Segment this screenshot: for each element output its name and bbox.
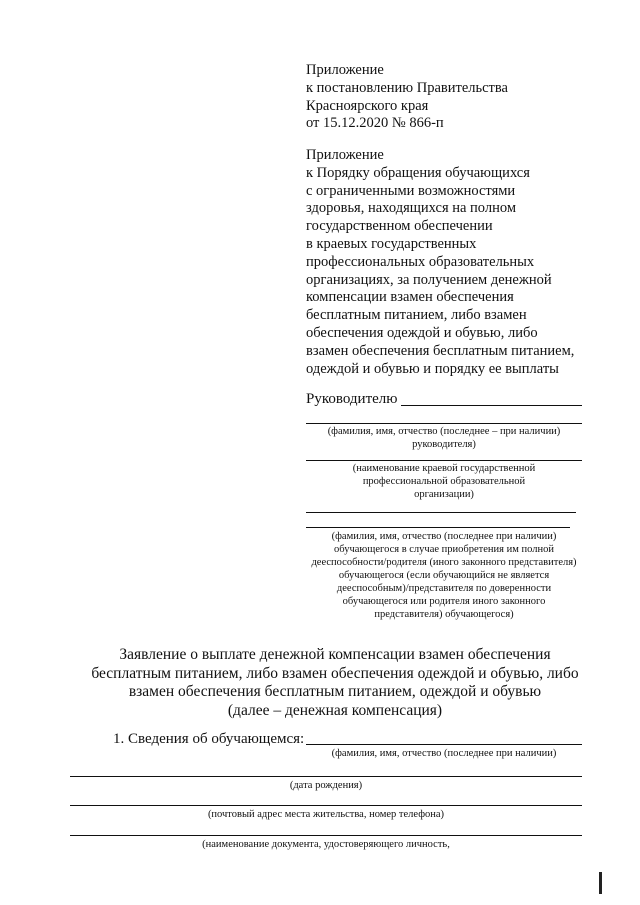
applicant-field[interactable] bbox=[306, 512, 576, 513]
id-document-caption: (наименование документа, удостоверяющего личность, bbox=[202, 839, 450, 850]
addressee-head-field-line2[interactable] bbox=[306, 423, 582, 424]
caption-line: обучающегося или родителя иного законного bbox=[342, 596, 546, 607]
caption-line: представителя) обучающегося) bbox=[374, 609, 514, 620]
appendix-order-line: с ограниченными возможностями bbox=[306, 182, 516, 199]
appendix-header bbox=[306, 62, 508, 133]
caption-line: организации) bbox=[414, 489, 474, 500]
address-field[interactable] bbox=[70, 805, 582, 806]
appendix-line: Красноярского края bbox=[306, 97, 429, 114]
caption-line: дееспособным)/представителя по доверенности bbox=[336, 583, 552, 594]
head-name-caption bbox=[306, 425, 582, 451]
title-line: Заявление о выплате денежной компенсации взамен обеспечения bbox=[119, 646, 551, 663]
id-document-field[interactable] bbox=[70, 835, 582, 836]
appendix-line: Приложение bbox=[306, 62, 384, 78]
caption-line: руководителя) bbox=[412, 439, 476, 450]
appendix-order-line: компенсации взамен обеспечения bbox=[306, 289, 514, 306]
caption-line: (фамилия, имя, отчество (последнее – при наличии) bbox=[327, 426, 561, 437]
organization-field[interactable] bbox=[306, 460, 582, 461]
document-title bbox=[70, 646, 600, 720]
organization-caption bbox=[306, 462, 582, 501]
appendix-order-line: взамен обеспечения бесплатным питанием, bbox=[306, 342, 575, 359]
applicant-caption bbox=[306, 530, 582, 621]
appendix-order-line: в краевых государственных bbox=[306, 235, 477, 252]
caption-line: обучающегося (если обучающийся не является bbox=[338, 570, 550, 581]
birth-date-caption: (дата рождения) bbox=[289, 780, 363, 791]
caption-line: дееспособности/родителя (иного законного представителя) bbox=[311, 557, 577, 568]
section-1-label: 1. Сведения об обучающемся: bbox=[113, 731, 305, 747]
title-line: бесплатным питанием, либо взамен обеспечения одеждой и обувью, либо bbox=[91, 664, 579, 682]
address-caption: (почтовый адрес места жительства, номер телефона) bbox=[207, 809, 445, 820]
appendix-order-header bbox=[306, 147, 574, 378]
appendix-order-line: обеспечения одеждой и обувью, либо bbox=[306, 324, 538, 341]
addressee-head-field[interactable] bbox=[401, 405, 582, 406]
title-line: (далее – денежная компенсация) bbox=[227, 701, 443, 719]
title-line: взамен обеспечения бесплатным питанием, одеждой и обувью bbox=[128, 683, 542, 700]
caption-line: обучающегося в случае приобретения им полной bbox=[334, 544, 554, 555]
appendix-line: от 15.12.2020 № 866-п bbox=[306, 115, 444, 132]
caption-line: профессиональной образовательной bbox=[362, 476, 526, 487]
appendix-order-line: государственном обеспечении bbox=[306, 218, 493, 235]
appendix-order-line: организациях, за получением денежной bbox=[306, 271, 552, 288]
birth-date-field[interactable] bbox=[70, 776, 582, 777]
applicant-field-line2[interactable] bbox=[306, 527, 570, 528]
appendix-order-line: Приложение bbox=[306, 147, 384, 163]
student-name-caption: (фамилия, имя, отчество (последнее при наличии) bbox=[331, 748, 557, 759]
addressee-label: Руководителю bbox=[306, 391, 398, 407]
student-name-field[interactable] bbox=[306, 744, 582, 745]
caption-line: (фамилия, имя, отчество (последнее при наличии) bbox=[331, 531, 557, 542]
appendix-order-line: бесплатным питанием, либо взамен bbox=[306, 307, 527, 324]
appendix-order-line: профессиональных образовательных bbox=[306, 253, 535, 270]
scan-edge-mark bbox=[599, 872, 602, 894]
appendix-order-line: здоровья, находящихся на полном bbox=[306, 200, 517, 217]
appendix-order-line: одеждой и обувью и порядку ее выплаты bbox=[306, 360, 559, 377]
appendix-order-line: к Порядку обращения обучающихся bbox=[306, 164, 530, 181]
caption-line: (наименование краевой государственной bbox=[352, 463, 536, 474]
appendix-line: к постановлению Правительства bbox=[306, 79, 508, 96]
